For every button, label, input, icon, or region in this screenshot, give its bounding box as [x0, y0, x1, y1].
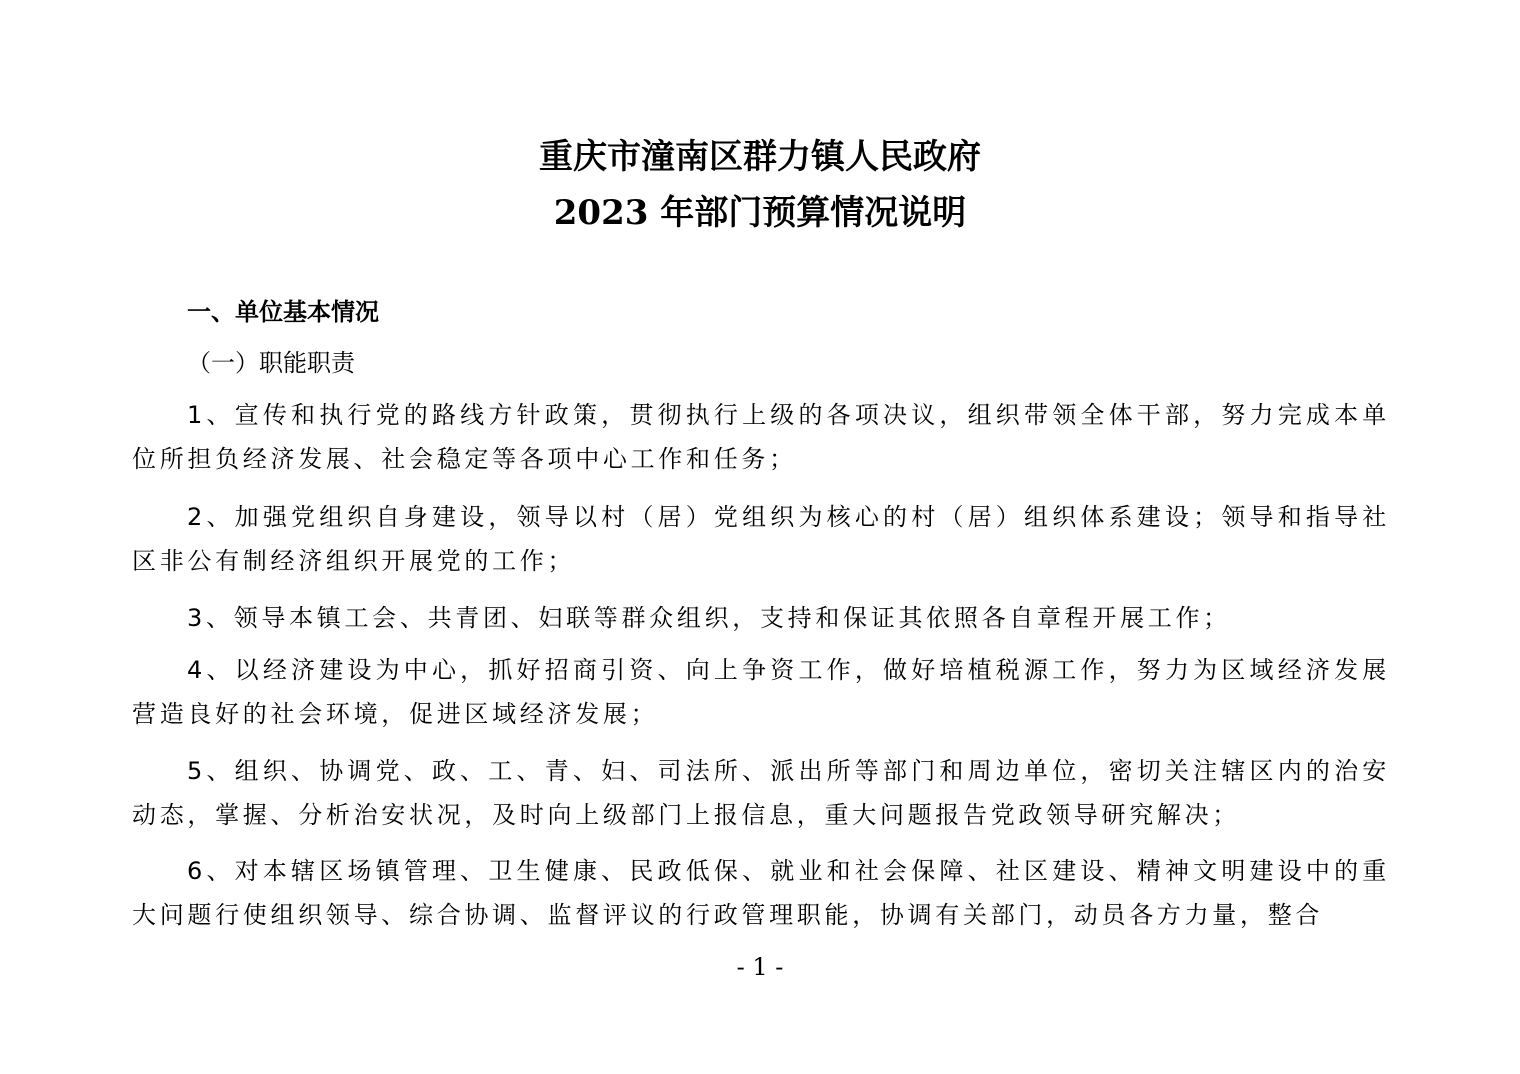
paragraph-3: 3、领导本镇工会、共青团、妇联等群众组织，支持和保证其依照各自章程开展工作；: [187, 604, 1231, 632]
subsection-heading: （一）职能职责: [187, 349, 355, 377]
paragraph-6: 6、对本辖区场镇管理、卫生健康、民政低保、就业和社会保障、社区建设、精神文明建设中的重大问题行使组织领导、综合协调、监督评议的行政管理职能，协调有关部门，动员各方力量，整合: [132, 857, 1390, 929]
paragraph-1: 1、宣传和执行党的路线方针政策，贯彻执行上级的各项决议，组织带领全体干部，努力完成本单位所担负经济发展、社会稳定等各项中心工作和任务；: [132, 401, 1390, 473]
paragraph-5: 5、组织、协调党、政、工、青、妇、司法所、派出所等部门和周边单位，密切关注辖区内的治安动态，掌握、分析治安状况，及时向上级部门上报信息，重大问题报告党政领导研究解决；: [132, 757, 1390, 829]
page-number: - 1 -: [736, 953, 784, 981]
paragraph-4: 4、以经济建设为中心，抓好招商引资、向上争资工作，做好培植税源工作，努力为区域经济发展营造良好的社会环境，促进区域经济发展；: [132, 656, 1390, 728]
document-title-line2: 2023 年部门预算情况说明: [553, 193, 967, 233]
section-heading: 一、单位基本情况: [187, 298, 379, 326]
document-title-line1: 重庆市潼南区群力镇人民政府: [539, 137, 981, 177]
paragraph-2: 2、加强党组织自身建设，领导以村（居）党组织为核心的村（居）组织体系建设；领导和指导社区非公有制经济组织开展党的工作；: [132, 503, 1390, 575]
